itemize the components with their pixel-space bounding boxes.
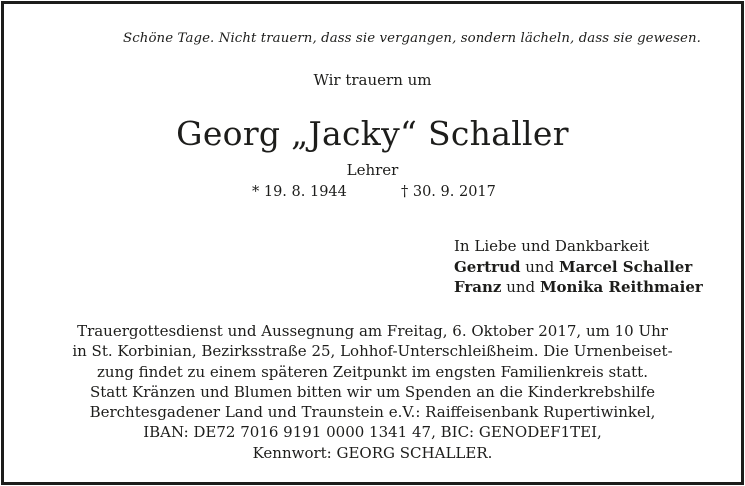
death-date: † 30. 9. 2017 [401, 184, 496, 200]
obituary-frame [1, 1, 744, 485]
birth-date: * 19. 8. 1944 [252, 184, 347, 200]
mourners-block [454, 236, 703, 298]
profession-text: Lehrer [346, 161, 399, 179]
mourners-line-2 [454, 277, 703, 298]
details-line: zung findet zu einem späteren Zeitpunkt im engsten Familienkreis statt. [97, 362, 648, 381]
life-dates [4, 184, 741, 204]
mourner-name: Monika Reithmaier [539, 278, 703, 296]
motto-quote: Schöne Tage. Nicht trauern, dass sie vergangen, sondern lächeln, dass sie gewesen. [123, 31, 701, 46]
mourner-connector: und [506, 278, 536, 296]
mourners-intro: In Liebe und Dankbarkeit [454, 237, 650, 255]
details-line: Trauergottesdienst und Aussegnung am Freitag, 6. Oktober 2017, um 10 Uhr [77, 322, 668, 340]
mourner-name: Franz [454, 278, 502, 296]
mourner-name: Marcel Schaller [558, 257, 693, 276]
service-details [4, 321, 741, 463]
mourner-connector: und [525, 257, 555, 276]
details-line: in St. Korbinian, Bezirksstraße 25, Lohhof-Unterschleißheim. Die Urnenbeiset- [72, 342, 673, 361]
details-line: Berchtesgadener Land und Traunstein e.V.: Raiffeisenbank Rupertiwinkel, [89, 403, 656, 422]
details-line: Statt Kränzen und Blumen bitten wir um Spenden an die Kinderkrebshilfe [89, 382, 656, 401]
mourner-name: Gertrud [454, 257, 521, 276]
details-line: Kennwort: GEORG SCHALLER. [252, 443, 493, 462]
mourners-line-1 [454, 257, 703, 278]
intro-text: Wir trauern um [313, 71, 432, 89]
details-line: IBAN: DE72 7016 9191 0000 1341 47, BIC: GENODEF1TEI, [143, 423, 602, 442]
deceased-name: Georg „Jacky“ Schaller [176, 114, 569, 153]
